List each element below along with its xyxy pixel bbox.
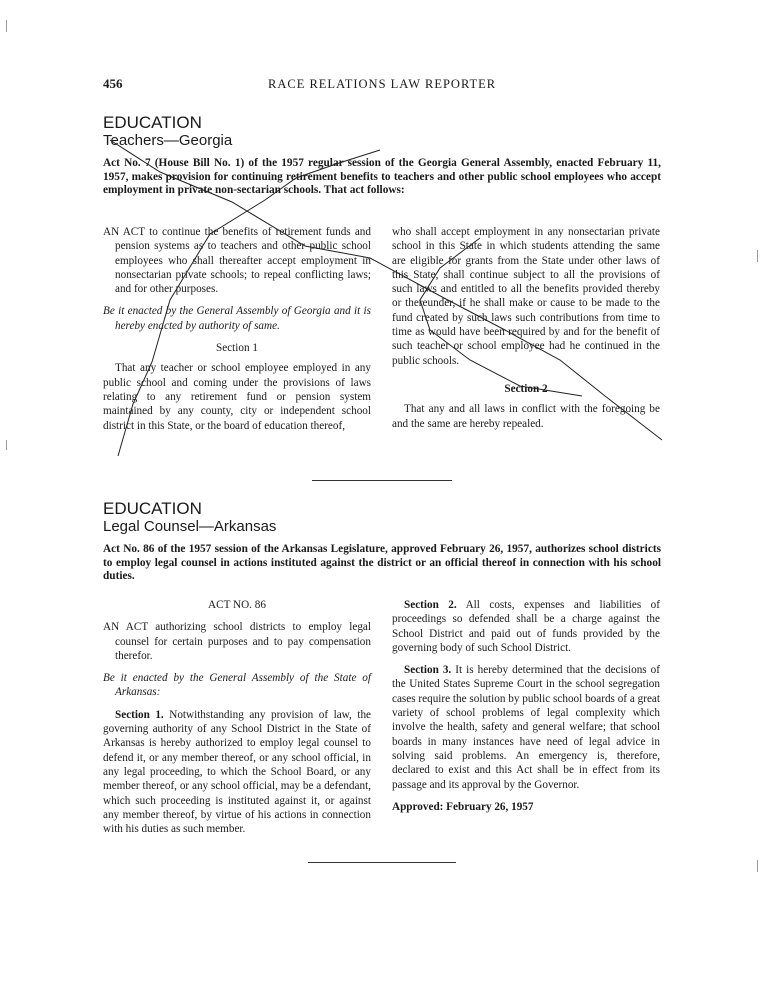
running-title: RACE RELATIONS LAW REPORTER — [268, 77, 497, 91]
scan-edge-mark — [6, 20, 7, 32]
georgia-section-subtitle: Teachers—Georgia — [103, 132, 233, 149]
arkansas-section-subtitle: Legal Counsel—Arkansas — [103, 518, 277, 535]
page-number: 456 — [103, 76, 123, 91]
georgia-section1-text-left: That any teacher or school employee employed in any public school and coming under the provisions of laws relating to any retirement fund or pension system maintained by any county, city or independent school district in this State, or the board of education thereof, — [103, 362, 371, 432]
georgia-section-title: EDUCATION — [103, 113, 202, 132]
georgia-summary: Act No. 7 (House Bill No. 1) of the 1957 regular session of the Georgia General Assembly, enacted February 11, 1957, makes provision for continuing retirement benefits to teachers and other public school employees who accept employment in private non-sectarian schools. That act follows: — [103, 157, 661, 197]
arkansas-act-heading: ACT NO. 86 — [208, 599, 266, 611]
arkansas-section2-text: All costs, expenses and liabilities of proceedings so defended shall be a charge against the School District and paid out of funds provided by the governing body of such School District. — [392, 599, 660, 654]
arkansas-section-title: EDUCATION — [103, 499, 202, 518]
georgia-an-act: AN ACT to continue the benefits of retirement funds and pension systems as to teachers and other public school employees who shall thereafter accept employment in nonsectarian private schools; to repeal conflicting laws; and for other purposes. — [103, 226, 371, 296]
georgia-section1-text-right: who shall accept employment in any nonsectarian private school in this State in which students attending the same are eligible for grants from the State under other laws of this State, shall continue subject to all the provisions of such laws and entitled to all the benefits provided thereby or thereunder, if he shall make or cause to be made to the fund created by such laws such contributions from time to time as would have been required by and for the benefit of such teacher or school employee had he continued in the public schools. — [392, 226, 660, 367]
arkansas-section1-label: Section 1. — [115, 708, 164, 721]
diagonal-strike-line-upper — [110, 140, 662, 440]
arkansas-enacting-clause: Be it enacted by the General Assembly of the State of Arkansas: — [103, 672, 371, 699]
scan-edge-mark — [757, 860, 758, 872]
arkansas-approved-date: Approved: February 26, 1957 — [392, 800, 534, 813]
arkansas-an-act: AN ACT authorizing school districts to employ legal counsel for certain purposes and to pay compensation therefor. — [103, 621, 371, 662]
arkansas-section3-label: Section 3. — [404, 664, 452, 677]
georgia-enacting-clause: Be it enacted by the General Assembly of Georgia and it is hereby enacted by authority of same. — [103, 305, 371, 332]
scan-edge-mark — [757, 250, 758, 262]
arkansas-section1-text: Notwithstanding any provision of law, the governing authority of any School District in the State of Arkansas is hereby authorized to employ legal counsel to defend it, or any member thereof, or any school official, in any legal proceeding, to which the School Board, or any member thereof, or any school official, may be a defendant, which such proceeding is instituted against it, or against any member thereof, by virtue of his actions in connection with his duties as such member. — [103, 708, 371, 836]
arkansas-section2-label: Section 2. — [404, 599, 457, 611]
georgia-section1-heading: Section 1 — [216, 342, 258, 355]
arkansas-summary: Act No. 86 of the 1957 session of the Arkansas Legislature, approved February 26, 1957, authorizes school districts to employ legal counsel in actions instituted against the district or an official thereof in connection with his school duties. — [103, 543, 661, 583]
scan-edge-mark — [6, 440, 7, 450]
georgia-section2-text: That any and all laws in conflict with the foregoing be and the same are hereby repealed. — [392, 403, 660, 430]
diagonal-strike-line-lower — [118, 150, 380, 456]
arkansas-section3-text: It is hereby determined that the decisions of the United States Supreme Court in the school segregation cases require the solution by public school boards of a great variety of school problems of legal complexity which involve the health, safety and general welfare; that school boards in many instances have need of legal advice in solving said problems. An emergency is, therefore, declared to exist and this Act shall be in effect from its passage and its approval by the Governor. — [392, 664, 660, 791]
georgia-section2-heading: Section 2 — [504, 382, 548, 395]
diagonal-strike-line-right — [420, 238, 582, 396]
